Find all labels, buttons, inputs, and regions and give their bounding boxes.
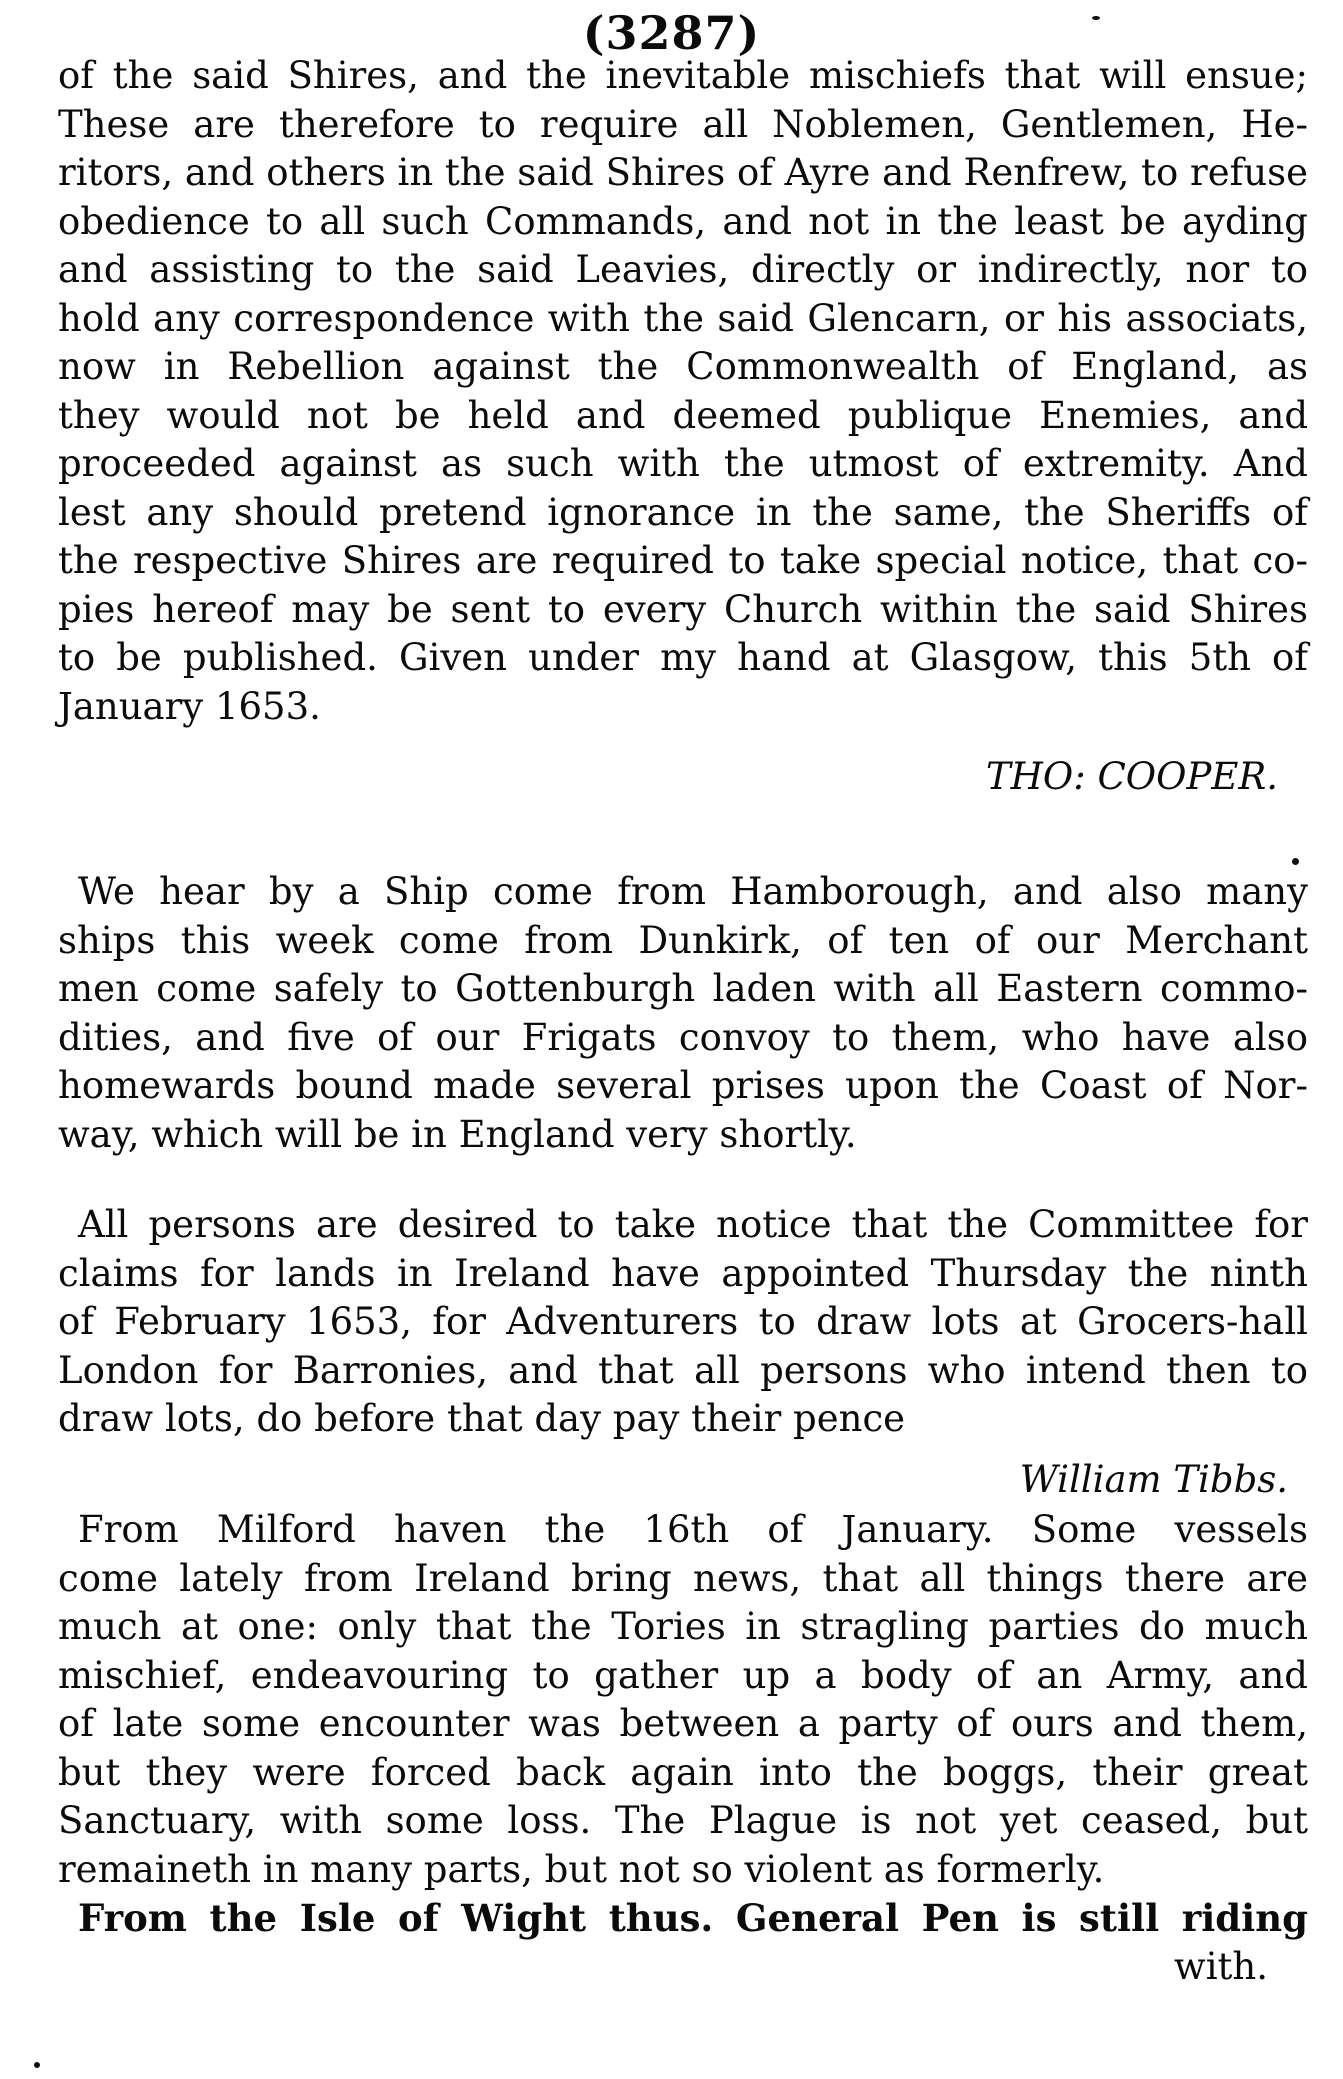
report-line: but they were forced back again into the boggs, their great [58, 1750, 1308, 1794]
ink-speck [1292, 858, 1299, 865]
notice-line: claims for lands in Ireland have appointed Thursday the ninth [58, 1251, 1308, 1295]
proclamation-line: of the said Shires, and the inevitable mischiefs that will ensue; [58, 54, 1308, 97]
report-line: We hear by a Ship come from Hamborough, and also many [78, 870, 1308, 913]
milford-report-paragraph [58, 1506, 1308, 1894]
report-line: ships this week come from Dunkirk, of ten of our Merchant [58, 918, 1308, 962]
notice-signature: William Tibbs. [1019, 1457, 1288, 1501]
catchword: with. [1174, 1944, 1268, 1988]
report-line: From Milford haven the 16th of January. Some vessels [78, 1508, 1308, 1551]
proclamation-paragraph [58, 52, 1308, 802]
proclamation-line: January 1653. [58, 684, 321, 728]
notice-line: London for Barronies, and that all persons who intend then to [58, 1348, 1308, 1392]
report-line: dities, and five of our Frigats convoy to them, who have also [58, 1015, 1308, 1059]
proclamation-line: to be published. Given under my hand at Glasgow, this 5th of [58, 636, 1308, 679]
ink-speck [34, 2062, 40, 2068]
report-line: way, which will be in England very shortly. [58, 1112, 857, 1156]
proclamation-line: lest any should pretend ignorance in the same, the Sheriffs of [58, 490, 1308, 534]
report-line: Sanctuary, with some loss. The Plague is not yet ceased, but [58, 1799, 1308, 1842]
proclamation-line: These are therefore to require all Noblemen, Gentlemen, He- [58, 102, 1308, 146]
report-line: much at one: only that the Tories in stragling parties do much [58, 1605, 1308, 1648]
report-line: of late some encounter was between a party of ours and them, [58, 1702, 1308, 1745]
ireland-notice-paragraph [58, 1201, 1308, 1504]
report-line: come lately from Ireland bring news, that all things there are [58, 1556, 1308, 1600]
ink-speck [1092, 16, 1100, 20]
notice-line: draw lots, do before that day pay their pence [58, 1397, 906, 1440]
page-number: (3287) [582, 6, 761, 60]
proclamation-line: now in Rebellion against the Commonwealth of England, as [58, 345, 1308, 388]
hamborough-report-paragraph [58, 868, 1308, 1159]
report-line: homewards bound made several prises upon the Coast of Nor- [58, 1064, 1308, 1107]
proclamation-signature: THO: COOPER. [985, 755, 1278, 798]
proclamation-line: the respective Shires are required to take special notice, that co- [58, 539, 1308, 582]
proclamation-line: and assisting to the said Leavies, directly or indirectly, nor to [58, 248, 1308, 291]
wight-report-paragraph [58, 1894, 1308, 1991]
report-line: From the Isle of Wight thus. General Pen is still riding [78, 1896, 1308, 1940]
notice-line: All persons are desired to take notice that the Committee for [78, 1203, 1308, 1246]
proclamation-line: hold any correspondence with the said Glencarn, or his associats, [58, 296, 1308, 340]
proclamation-line: obedience to all such Commands, and not in the least be ayding [58, 199, 1308, 243]
report-line: remaineth in many parts, but not so violent as formerly. [58, 1847, 1105, 1891]
report-line: men come safely to Gottenburgh laden with all Eastern commo- [58, 967, 1308, 1010]
report-line: mischief, endeavouring to gather up a body of an Army, and [58, 1653, 1308, 1697]
notice-line: of February 1653, for Adventurers to draw lots at Grocers-hall [58, 1300, 1308, 1343]
proclamation-line: proceeded against as such with the utmost of extremity. And [58, 442, 1308, 485]
proclamation-line: ritors, and others in the said Shires of Ayre and Renfrew, to refuse [58, 151, 1309, 194]
proclamation-line: they would not be held and deemed publique Enemies, and [58, 393, 1308, 437]
proclamation-line: pies hereof may be sent to every Church within the said Shires [58, 587, 1308, 631]
